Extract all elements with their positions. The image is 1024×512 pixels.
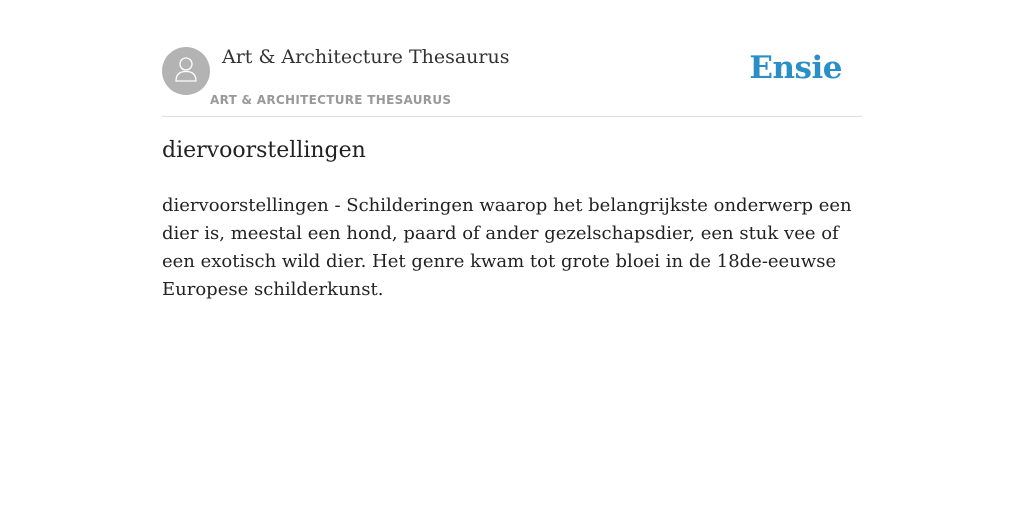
user-icon — [171, 54, 201, 88]
author-name[interactable]: Art & Architecture Thesaurus — [222, 46, 510, 68]
author-avatar[interactable] — [162, 47, 210, 95]
entry-title: diervoorstellingen — [162, 138, 366, 163]
entry-header — [162, 40, 862, 117]
brand-logo[interactable]: Ensie — [749, 50, 842, 86]
author-subtitle: ART & ARCHITECTURE THESAURUS — [210, 93, 452, 107]
entry-definition: diervoorstellingen - Schilderingen waarop het belangrijkste onderwerp een dier is, meestal een hond, paard of ander gezelschapsdier, een stuk vee of een exotisch wild dier. Het genre kwam tot grote bloei in de 18de-eeuwse Europese schilderkunst. — [162, 195, 852, 300]
